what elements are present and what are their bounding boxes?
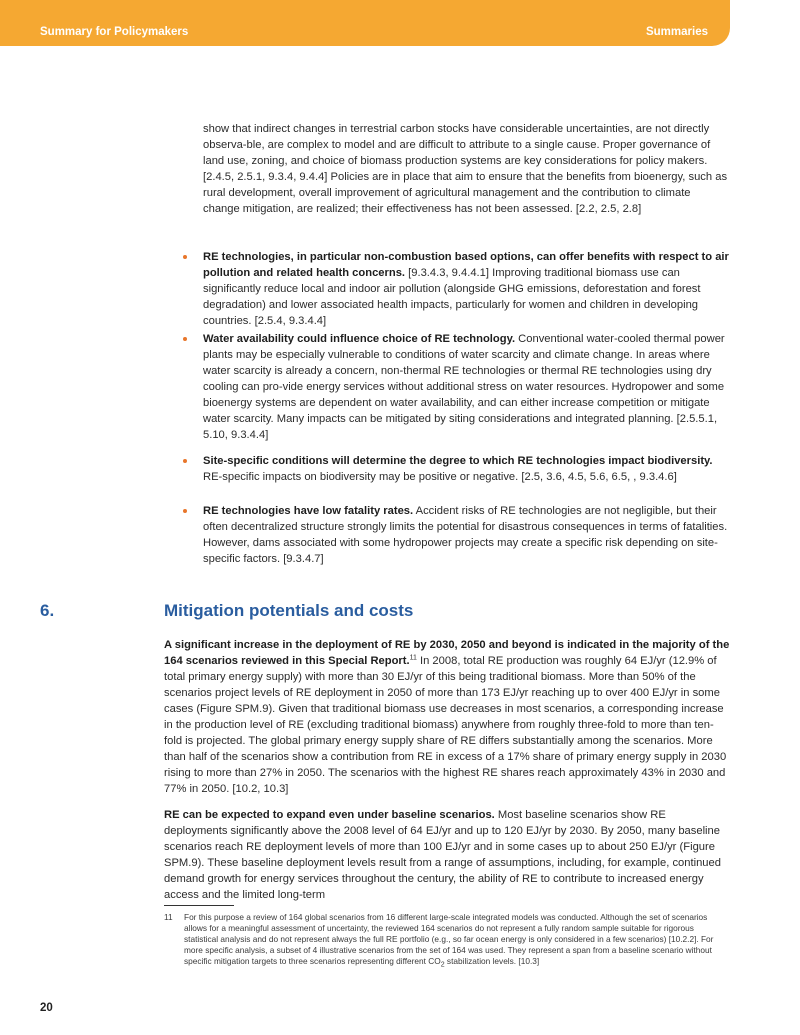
bullet-icon bbox=[183, 509, 187, 513]
bullet-lead: Water availability could influence choice of RE technology. bbox=[203, 333, 516, 345]
bullet-lead: RE technologies, in particular non-combustion based options, can offer benefits with respect to air pollution and related health concerns. bbox=[203, 251, 729, 279]
footnote-divider bbox=[164, 905, 234, 906]
bullet-lead: RE technologies have low fatality rates. bbox=[203, 505, 414, 517]
header-category-label: Summaries bbox=[645, 26, 708, 38]
page-number: 20 bbox=[40, 1002, 53, 1014]
paragraph-text: In 2008, total RE production was roughly 64 EJ/yr (12.9% of total primary energy supply) with more than 30 EJ/yr of this being traditional biomass. More than 50% of the scenarios project levels of RE deployment in 2050 of more than 173 EJ/yr reaching up to over 400 EJ/yr in some cases (Figure SPM.9). Given that traditional biomass use decreases in most scenarios, a corresponding increase in the production level of RE (excluding traditional biomass) anywhere from roughly three-fold to more than ten-fold is projected. The global primary energy supply share of RE differs substantially among the scenarios. More than half of the scenarios show a contribution from RE in excess of a 17% share of primary energy supply in 2030 rising to more than 27% in 2050. The scenarios with the highest RE shares reach approximately 43% in 2030 and 77% in 2050. [10.2, 10.3] bbox=[164, 655, 727, 795]
section-number: 6. bbox=[40, 601, 55, 620]
bullet-text: Accident risks of RE technologies are not negligible, but their often decentralized structure strongly limits the potential for disastrous consequences in terms of fatalities. However, dams associated with some hydropower projects may create a specific risk depending on site-specific factors. [9.3.4.7] bbox=[203, 505, 728, 565]
footnote-subscript: 2 bbox=[440, 961, 445, 969]
footnote-text-end: stabilization levels. [10.3] bbox=[444, 956, 540, 966]
footnote bbox=[164, 912, 730, 967]
footnote-ref: 11 bbox=[409, 654, 417, 662]
bullet-text: [9.3.4.3, 9.4.4.1] Improving traditional biomass use can significantly reduce local and indoor air pollution (alongside GHG emissions, deforestation and forest degradation) and lower associated health impacts, particularly for women and children in developing countries. [2.5.4, 9.3.4.4] bbox=[203, 267, 701, 327]
header-bar bbox=[0, 0, 730, 46]
bullet-item-4 bbox=[203, 503, 730, 567]
bullet-icon bbox=[183, 459, 187, 463]
paragraph-text: Most baseline scenarios show RE deployments significantly above the 2008 level of 64 EJ/yr and up to 120 EJ/yr by 2030. By 2050, many baseline scenarios reach RE deployment levels of more than 100 EJ/yr and in some cases up to about 250 EJ/yr (Figure SPM.9). These baseline deployment levels result from a range of assumptions, including, for example, continued demand growth for energy services throughout the century, the ability of RE to contribute to increased energy access and the limited long-term bbox=[164, 809, 721, 901]
bullet-text: Conventional water-cooled thermal power plants may be especially vulnerable to conditions of water scarcity and climate change. In areas where water scarcity is already a concern, non-thermal RE technologies or thermal RE technologies using dry cooling can pro-vide energy services without additional stress on water resources. Hydropower and some bioenergy systems are dependent on water availability, and can either increase competition or mitigate water scarcity. Many impacts can be mitigated by siting considerations and integrated planning. [2.5.5.1, 5.10, 9.3.4.4] bbox=[203, 333, 725, 441]
footnote-number: 11 bbox=[164, 912, 173, 922]
bullet-icon bbox=[183, 337, 187, 341]
paragraph-lead: A significant increase in the deployment of RE by 2030, 2050 and beyond is indicated in the majority of the 164 scenarios reviewed in this Special Report. bbox=[164, 639, 730, 667]
bullet-item-1 bbox=[203, 249, 730, 329]
paragraph-lead: RE can be expected to expand even under baseline scenarios. bbox=[164, 809, 495, 821]
section-title: Mitigation potentials and costs bbox=[164, 601, 414, 620]
bullet-icon bbox=[183, 255, 187, 259]
footnote-text: For this purpose a review of 164 global scenarios from 16 different large-scale integrated models was conducted. Although the set of scenarios allows for a meaningful assessment of uncertainty, the reviewed 164 scenarios do not represent a fully random sample suitable for rigorous statistical analysis and do not represent always the full RE portfolio (e.g., so far ocean energy is only considered in a few scenarios) [10.2.2]. For more specific analysis, a subset of 4 illustrative scenarios from the set of 164 was used. They represent a span from a baseline scenario without specific mitigation targets to three scenarios representing different CO bbox=[184, 912, 714, 966]
bullet-item-3 bbox=[203, 453, 730, 485]
bullet-text: RE-specific impacts on biodiversity may be positive or negative. [2.5, 3.6, 4.5, 5.6, 6.5, , 9.3.4.6] bbox=[203, 471, 677, 483]
body-paragraph-2 bbox=[164, 807, 730, 903]
bullet-item-2 bbox=[203, 331, 730, 443]
body-paragraph-1 bbox=[164, 637, 730, 797]
intro-paragraph-block bbox=[203, 121, 730, 217]
bullet-lead: Site-specific conditions will determine the degree to which RE technologies impact biodiversity. bbox=[203, 455, 713, 467]
header-section-label: Summary for Policymakers bbox=[40, 26, 189, 38]
intro-paragraph: show that indirect changes in terrestrial carbon stocks have considerable uncertainties, are not directly observa-ble, are complex to model and are difficult to attribute to a single cause. Proper governance of land use, zoning, and choice of biomass production systems are key considerations for policy makers. [2.4.5, 2.5.1, 9.3.4, 9.4.4] Policies are in place that aim to ensure that the benefits from bioenergy, such as rural development, overall improvement of agricultural management and the contribution to climate change mitigation, are realized; their effectiveness has not been assessed. [2.2, 2.5, 2.8] bbox=[203, 123, 728, 215]
